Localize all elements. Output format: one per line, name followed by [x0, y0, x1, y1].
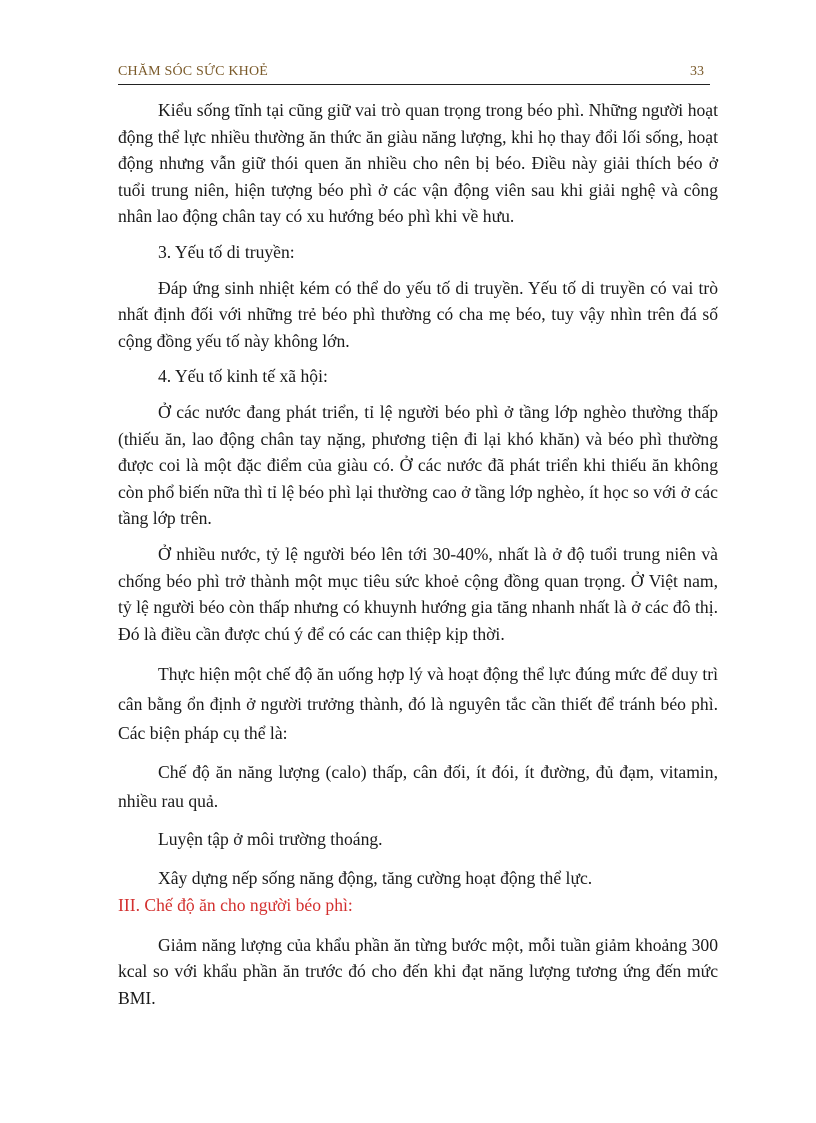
- paragraph-socioeconomic-factor: Ở các nước đang phát triển, tỉ lệ người béo phì ở tầng lớp nghèo thường thấp (thiếu ăn, lao động chân tay nặng, phương tiện đi lại khó khăn) và béo phì thường được coi là một đặc điểm của giàu có. Ở các nước đã phát triển khi thiếu ăn không còn phổ biến nữa thì tỉ lệ béo phì lại thường cao ở tầng lớp nghèo, ít học so với ở các tầng lớp trên.: [118, 401, 718, 529]
- paragraph-genetic-factor: Đáp ứng sinh nhiệt kém có thể do yếu tố di truyền. Yếu tố di truyền có vai trò nhất định đối với những trẻ béo phì thường có cha mẹ béo, tuy vậy nhìn trên đá số cộng đồng yếu tố này không lớn.: [118, 277, 718, 351]
- subheading-genetic-factor: 3. Yếu tố di truyền:: [158, 241, 295, 262]
- paragraph-calorie-reduction: Giảm năng lượng của khẩu phần ăn từng bước một, mỗi tuần giảm khoảng 300 kcal so với khẩu phần ăn trước đó cho đến khi đạt năng lượng tương ứng đến mức BMI.: [118, 934, 718, 1008]
- running-header: [118, 62, 710, 85]
- paragraph-prevention-principle: Thực hiện một chế độ ăn uống hợp lý và hoạt động thể lực đúng mức để duy trì cân bằng ổn định ở người trưởng thành, đó là nguyên tắc cần thiết để tránh béo phì. Các biện pháp cụ thể là:: [118, 664, 718, 744]
- paragraph-diet-measure: Chế độ ăn năng lượng (calo) thấp, cân đối, ít đói, ít đường, đủ đạm, vitamin, nhiều rau quả.: [118, 761, 718, 812]
- paragraph-prevalence: Ở nhiều nước, tỷ lệ người béo lên tới 30-40%, nhất là ở độ tuổi trung niên và chống béo phì trở thành một mục tiêu sức khoẻ cộng đồng quan trọng. Ở Việt nam, tỷ lệ người béo còn thấp nhưng có khuynh hướng gia tăng nhanh nhất là ở các đô thị. Đó là điều cần được chú ý để có các can thiệp kịp thời.: [118, 543, 718, 644]
- page-number: 33: [690, 64, 704, 79]
- paragraph-sedentary-lifestyle: Kiểu sống tĩnh tại cũng giữ vai trò quan trọng trong béo phì. Những người hoạt động thể lực nhiều thường ăn thức ăn giàu năng lượng, khi họ thay đổi lối sống, hoạt động nhưng vẫn giữ thói quen ăn nhiều cho nên bị béo. Điều này giải thích béo ở tuổi trung niên, hiện tượng béo phì ở các vận động viên sau khi giải nghệ và công nhân lao động chân tay có xu hướng béo phì khi về hưu.: [118, 100, 718, 227]
- body-text: [118, 97, 718, 1011]
- paragraph-active-lifestyle: Xây dựng nếp sống năng động, tăng cường hoạt động thể lực.: [158, 868, 593, 889]
- subheading-socioeconomic-factor: 4. Yếu tố kinh tế xã hội:: [158, 366, 328, 387]
- section-heading-diet: III. Chế độ ăn cho người béo phì:: [118, 894, 353, 915]
- paragraph-exercise-measure: Luyện tập ở môi trường thoáng.: [158, 828, 383, 849]
- running-header-title: CHĂM SÓC SỨC KHOẺ: [118, 64, 269, 79]
